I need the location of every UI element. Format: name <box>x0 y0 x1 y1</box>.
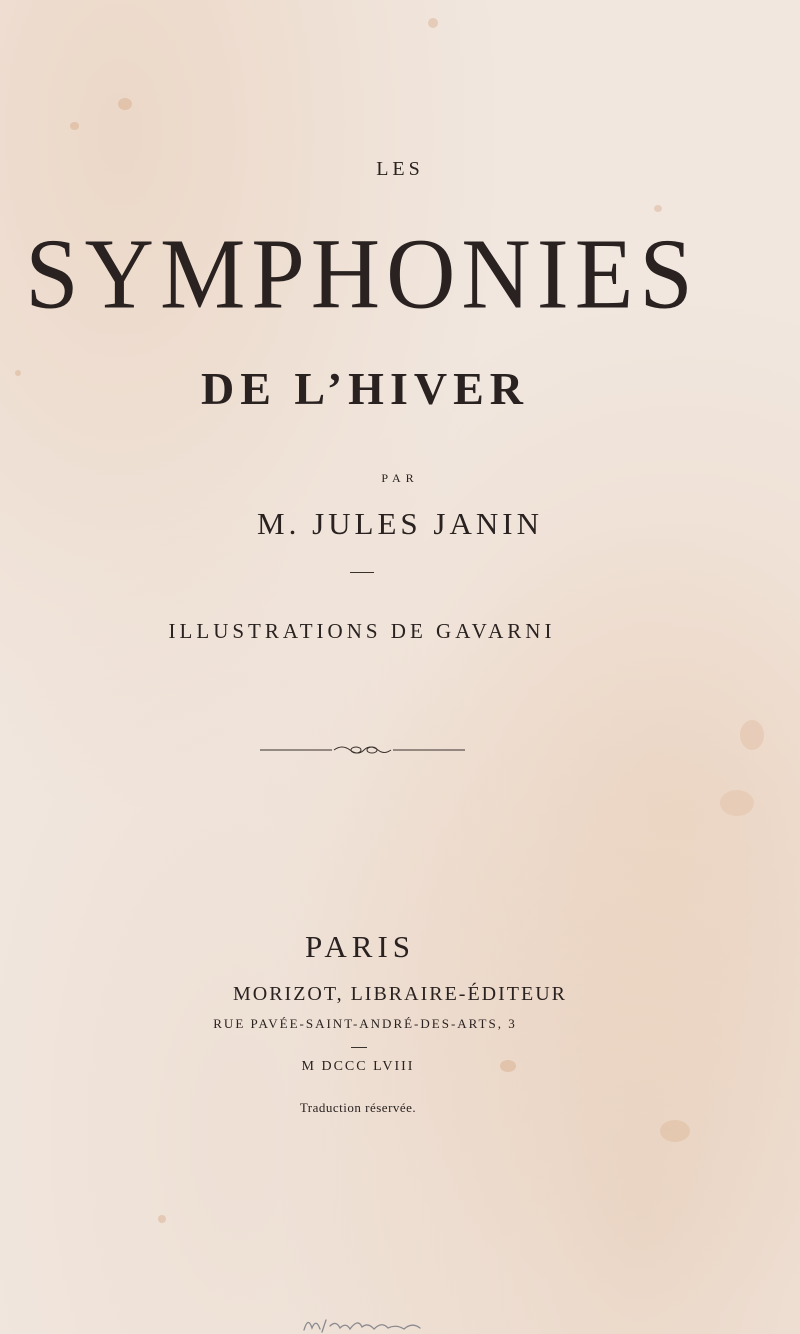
handwritten-signature-icon <box>300 1312 430 1334</box>
foxing-spot <box>720 790 754 816</box>
imprint-address: RUE PAVÉE-SAINT-ANDRÉ-DES-ARTS, 3 <box>213 1016 517 1031</box>
decorative-rule-ornament-icon <box>260 740 465 760</box>
foxing-spot <box>70 122 79 130</box>
foxing-spot <box>660 1120 690 1142</box>
rights-notice: Traduction réservée. <box>299 1100 417 1115</box>
imprint-year: M DCCC LVIII <box>301 1059 415 1074</box>
author-name: M. JULES JANIN <box>257 506 543 541</box>
foxing-spot <box>118 98 132 110</box>
title-article: LES <box>376 158 424 180</box>
illustrator-credit: ILLUSTRATIONS DE GAVARNI <box>168 619 556 643</box>
by-label: PAR <box>381 471 419 485</box>
foxing-spot <box>654 205 662 212</box>
tiny-divider <box>351 1047 367 1048</box>
book-subtitle: DE L’HIVER <box>201 363 529 414</box>
book-title: SYMPHONIES <box>25 217 699 330</box>
foxing-spot <box>428 18 438 28</box>
foxing-spot <box>158 1215 166 1223</box>
imprint-publisher: MORIZOT, LIBRAIRE-ÉDITEUR <box>232 983 568 1005</box>
short-divider <box>350 572 374 573</box>
foxing-spot <box>740 720 764 750</box>
imprint-city: PARIS <box>304 929 416 964</box>
